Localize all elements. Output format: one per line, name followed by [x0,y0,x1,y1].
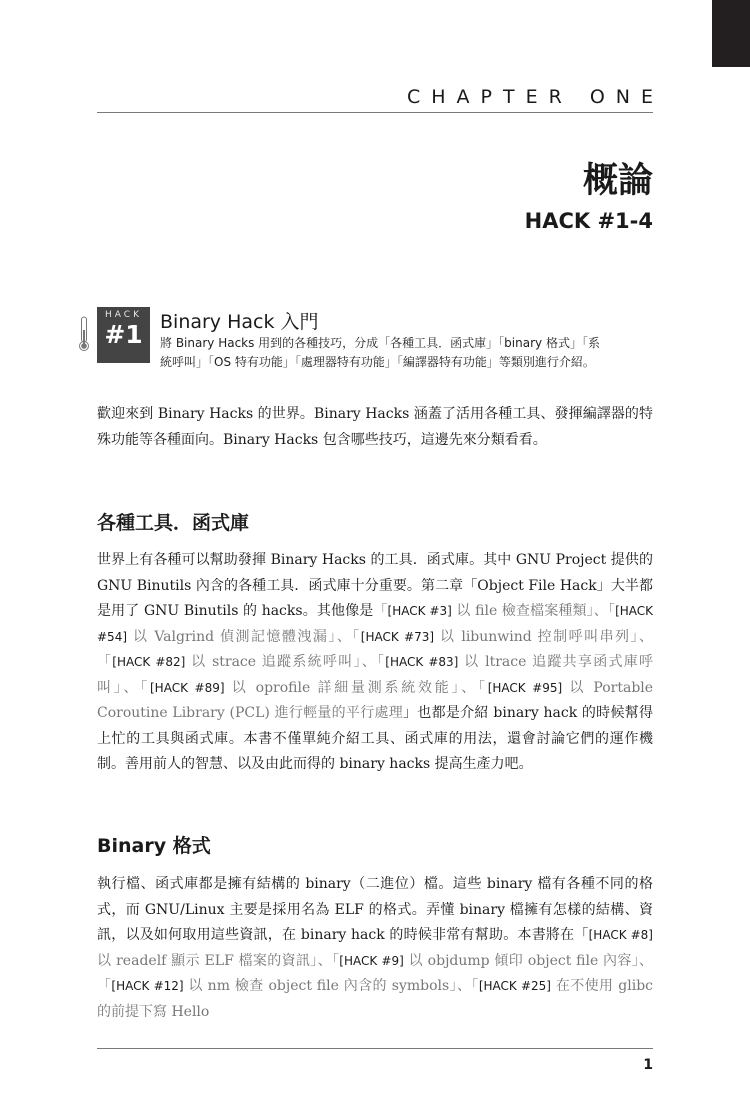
tools-ref-sep-7: 」、「 [451,679,488,696]
hack-ref-95-title[interactable]: 以 Portable Coroutine Library (PCL) 進行輕量的平行處理 [97,679,654,721]
hack-ref-89-title[interactable]: 以 oprofile 詳細量測系統效能 [224,679,452,696]
format-text-a: 執行檔、函式庫都是擁有結構的 binary（二進位）檔。這些 binary 檔有各種不同的格式，而 GNU/Linux 主要是採用名為 ELF 的格式。弄懂 binary 檔擁有怎樣的結構、資訊，以及如何取用這些資訊，在 binary hack 的時候非常有幫助。本書將在「 [97,876,653,943]
footer-divider [97,1048,653,1049]
hack-ref-73-title[interactable]: 以 libunwind 控制呼叫串列 [434,628,631,645]
chapter-title: 概論 [582,161,653,201]
tools-paragraph [97,548,653,778]
hack-ref-9-title[interactable]: 以 objdump 傾印 object file 內容 [403,952,632,969]
hack-ref-73[interactable]: [HACK #73] [360,629,435,644]
hack-ref-83[interactable]: [HACK #83] [385,655,459,669]
intro-paragraph: 歡迎來到 Binary Hacks 的世界。Binary Hacks 涵蓋了活用各種工具、發揮編譯器的特殊功能等各種面向。Binary Hacks 包含哪些技巧，這邊先來分類看看。 [97,406,653,448]
hack-badge-number: #1 [104,320,143,349]
tools-ref-sep-3: 」、「 [328,628,361,645]
tools-ref-open-1: 「 [373,603,388,619]
hack-ref-25[interactable]: [HACK #25] [478,979,551,993]
hack-ref-89[interactable]: [HACK #89] [150,680,225,695]
hack-ref-82-title[interactable]: 以 strace 追蹤系統呼叫 [185,654,354,670]
section-heading-tools: 各種工具．函式庫 [97,512,250,534]
hack-ref-8-title[interactable]: 以 readelf 顯示 ELF 檔案的資訊 [97,952,311,969]
hack-ref-3-title[interactable]: 以 file 檢查檔案種類 [451,603,587,619]
hack-ref-3[interactable]: [HACK #3] [387,604,452,618]
chapter-thumb-tab [712,0,750,67]
format-ref-sep-2: 」、「 [310,952,340,969]
header-divider [97,112,653,113]
hack-title: Binary Hack 入門 [160,311,319,333]
hack-ref-8[interactable]: [HACK #8] [588,928,653,942]
hack-ref-54-title[interactable]: 以 Valgrind 偵測記憶體洩漏 [127,628,329,645]
tools-ref-sep-5: 」、「 [353,654,386,670]
hack-ref-12[interactable]: [HACK #12] [111,979,184,993]
hack-description: 將 Binary Hacks 用到的各種技巧，分成「各種工具．函式庫」「binary 格式」「系統呼叫」「OS 特有功能」「處理器特有功能」「編譯器特有功能」等類別進行介紹。 [160,336,600,369]
hack-ref-9[interactable]: [HACK #9] [339,953,404,968]
hack-ref-54[interactable]: [HACK #54] [97,604,654,644]
format-ref-sep-3: 」、「 [97,952,654,994]
thermometer-icon [78,316,90,352]
hack-badge [97,307,150,363]
hack-badge-label: HACK [105,310,142,320]
tools-text-b: 」也都是介紹 binary hack 的時候幫得上忙的工具與函式庫。本書不僅單純介紹工具、函式庫的用法，還會討論它們的運作機制。善用前人的智慧、以及由此而得的 binary hacks 提高生產力吧。 [97,705,653,772]
hack-ref-12-title[interactable]: 以 nm 檢查 object file 內含的 symbols [183,978,450,994]
binary-format-paragraph [97,872,653,1025]
format-ref-sep-4: 」、「 [449,978,479,994]
hack-ref-82[interactable]: [HACK #82] [112,655,186,669]
hack-ref-25-title[interactable]: 在不使用 glibc 的前提下寫 Hello [97,978,653,1020]
tools-ref-sep-2: 」、「 [586,603,616,619]
page-number: 1 [643,1057,653,1073]
hack-ref-95[interactable]: [HACK #95] [487,680,563,695]
section-heading-binary-format: Binary 格式 [97,835,211,857]
chapter-hack-range: HACK #1-4 [524,209,653,233]
chapter-label: CHAPTER ONE [406,86,664,108]
tools-text-a: 世界上有各種可以幫助發揮 Binary Hacks 的工具．函式庫。其中 GNU Project 提供的 GNU Binutils 內含的各種工具．函式庫十分重要。第二章「Object File Hack」大半都是用了 GNU Binutils 的 hacks。其他像是 [97,552,653,619]
tools-ref-sep-6: 」、「 [113,679,150,696]
tools-ref-sep-4: 」、「 [97,628,653,670]
hack-ref-83-title[interactable]: 以 ltrace 追蹤共享函式庫呼叫 [97,654,654,696]
